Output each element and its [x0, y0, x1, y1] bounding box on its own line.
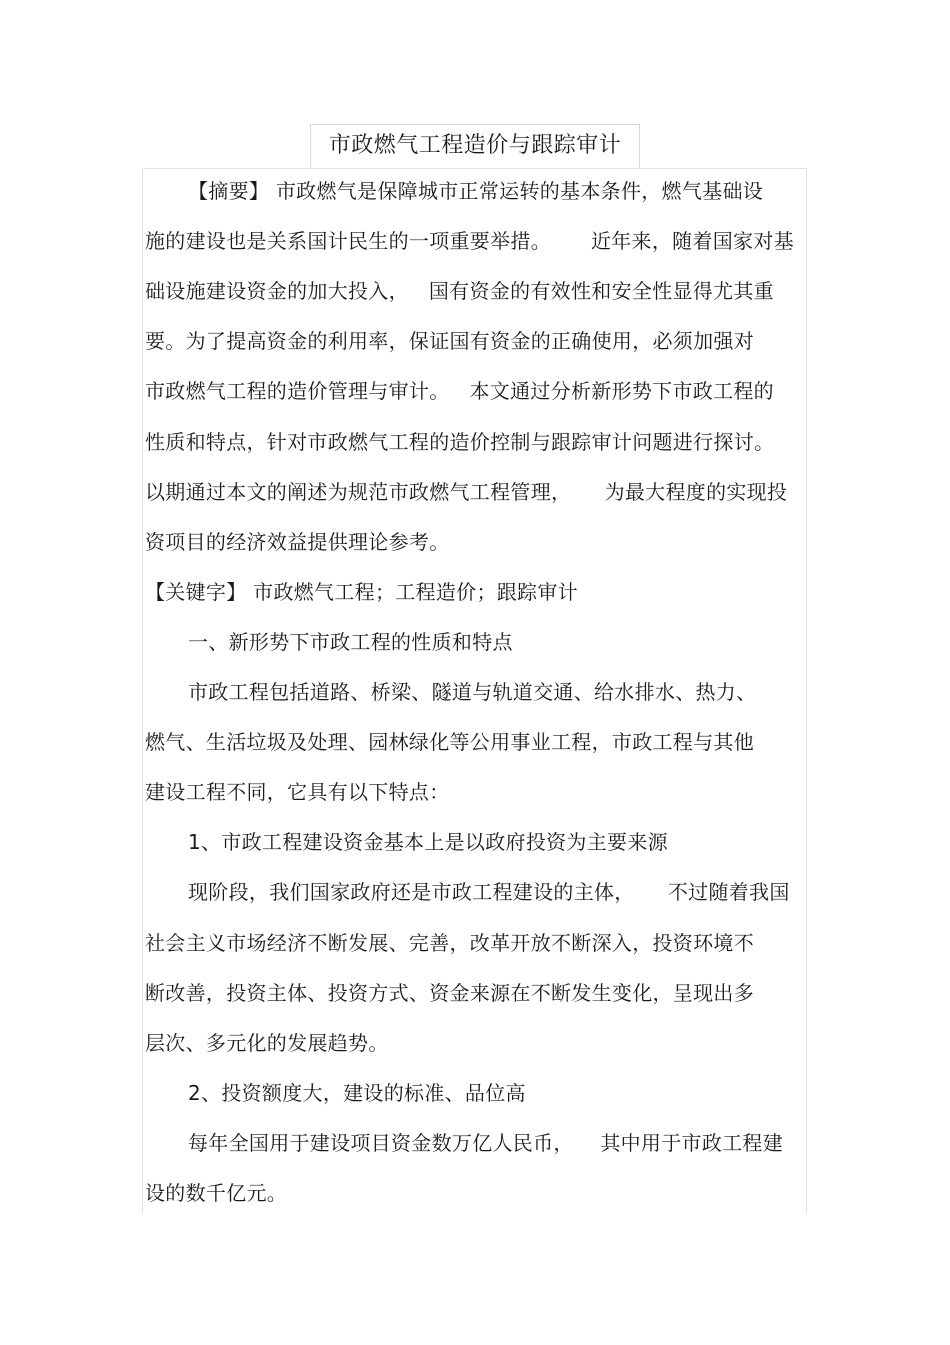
text-frame-left [142, 168, 143, 1213]
body-line: 断改善，投资主体、投资方式、资金来源在不断发生变化，呈现出多 [145, 981, 754, 1005]
body-line: 2、投资额度大，建设的标准、品位高 [188, 1081, 526, 1105]
body-line: 础设施建设资金的加大投入， 国有资金的有效性和安全性显得尤其重 [145, 279, 774, 303]
body-line: 以期通过本文的阐述为规范市政燃气工程管理， 为最大程度的实现投 [145, 480, 788, 504]
body-line: 燃气、生活垃圾及处理、园林绿化等公用事业工程，市政工程与其他 [145, 730, 754, 754]
body-line: 层次、多元化的发展趋势。 [145, 1031, 389, 1055]
body-line: 现阶段，我们国家政府还是市政工程建设的主体， 不过随着我国 [188, 880, 790, 904]
document-title: 市政燃气工程造价与跟踪审计 [328, 133, 622, 158]
body-line: 要。为了提高资金的利用率，保证国有资金的正确使用，必须加强对 [145, 329, 754, 353]
body-line: 【关键字】 市政燃气工程；工程造价；跟踪审计 [145, 580, 578, 604]
body-line: 施的建设也是关系国计民生的一项重要举措。 近年来，随着国家对基 [145, 229, 794, 253]
body-line: 1、市政工程建设资金基本上是以政府投资为主要来源 [188, 830, 668, 854]
text-frame-right [806, 168, 807, 1213]
body-line: 社会主义市场经济不断发展、完善，改革开放不断深入，投资环境不 [145, 931, 754, 955]
body-line: 市政燃气工程的造价管理与审计。 本文通过分析新形势下市政工程的 [145, 379, 774, 403]
body-line: 资项目的经济效益提供理论参考。 [145, 530, 450, 554]
body-line: 性质和特点，针对市政燃气工程的造价控制与跟踪审计问题进行探讨。 [145, 430, 775, 454]
body-line: 一、新形势下市政工程的性质和特点 [188, 630, 513, 654]
text-frame-top [142, 168, 807, 169]
body-line: 每年全国用于建设项目资金数万亿人民币， 其中用于市政工程建 [188, 1131, 784, 1155]
body-line: 【摘要】 市政燃气是保障城市正常运转的基本条件，燃气基础设 [188, 179, 764, 203]
body-line: 建设工程不同，它具有以下特点： [145, 780, 450, 804]
body-line: 市政工程包括道路、桥梁、隧道与轨道交通、给水排水、热力、 [188, 680, 757, 704]
body-line: 设的数千亿元。 [145, 1181, 288, 1205]
